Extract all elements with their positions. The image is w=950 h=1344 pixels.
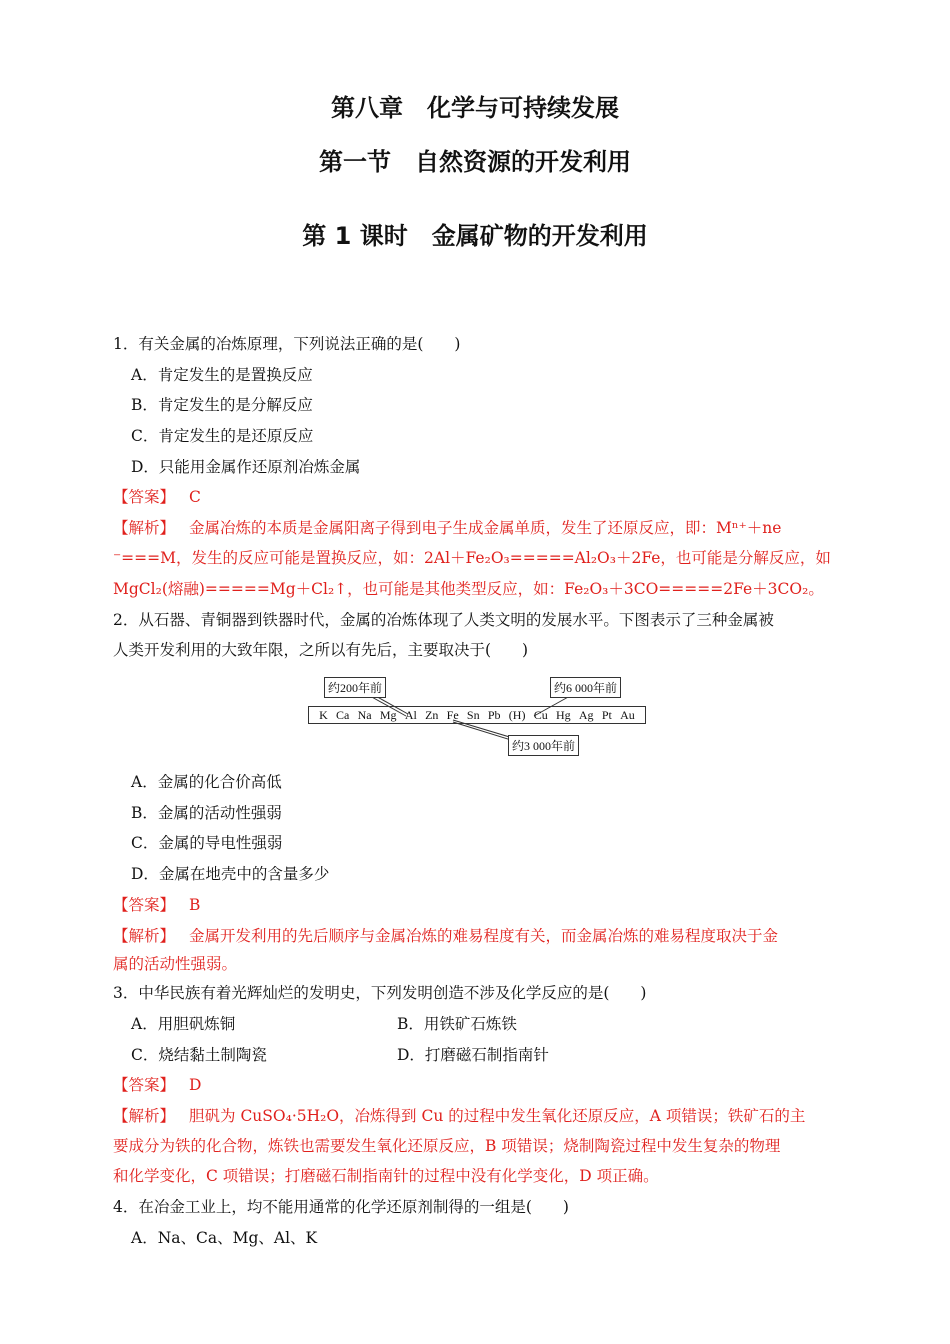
q2-analysis-line: 属的活动性强弱。 (113, 955, 238, 973)
q2-stem-line: 2．从石器、青铜器到铁器时代，金属的冶炼体现了人类文明的发展水平。下图表示了三种金属被 (113, 611, 774, 629)
q1-option-c: C．肯定发生的是还原反应 (131, 427, 314, 445)
q3-analysis-line: 要成分为铁的化合物，炼铁也需要发生氧化还原反应，B 项错误；烧制陶瓷过程中发生复杂的物理 (113, 1137, 781, 1155)
q1-option-d: D．只能用金属作还原剂冶炼金属 (131, 458, 361, 476)
label-6000-years: 约6 000年前 (550, 677, 621, 698)
q2-analysis-line (113, 926, 778, 946)
q2-stem-line: 人类开发利用的大致年限，之所以有先后，主要取决于( ) (113, 641, 529, 659)
metal: Na (357, 707, 372, 722)
answer-tag: 【答案】 (113, 1076, 176, 1094)
metal: Ag (578, 707, 594, 722)
q2-option-c: C．金属的导电性强弱 (131, 834, 283, 852)
q3-option-c: C．烧结黏土制陶瓷 (131, 1046, 267, 1064)
q2-option-b: B．金属的活动性强弱 (131, 804, 282, 822)
q2-answer (113, 895, 200, 915)
analysis-text: 胆矾为 CuSO₄·5H₂O，冶炼得到 Cu 的过程中发生氧化还原反应，A 项错误；铁矿石的主 (189, 1107, 806, 1125)
label-200-years: 约200年前 (324, 677, 386, 698)
q1-answer (113, 487, 201, 507)
metal: Fe (446, 707, 459, 722)
metal: Au (620, 707, 635, 722)
metal-activity-series (308, 706, 646, 724)
q1-option-b: B．肯定发生的是分解反应 (131, 396, 313, 414)
q3-option-d: D．打磨磁石制指南针 (397, 1046, 549, 1064)
lesson-title: 第 1 课时 金属矿物的开发利用 (302, 222, 648, 250)
q1-stem: 1．有关金属的冶炼原理，下列说法正确的是( ) (113, 335, 461, 353)
metal: K (319, 707, 328, 722)
metal-activity-diagram (308, 676, 648, 756)
metal: Pt (601, 707, 612, 722)
answer-value: C (189, 488, 201, 506)
q3-stem: 3．中华民族有着光辉灿烂的发明史，下列发明创造不涉及化学反应的是( ) (113, 984, 647, 1002)
q1-option-a: A．肯定发生的是置换反应 (131, 366, 313, 384)
analysis-text: 金属开发利用的先后顺序与金属冶炼的难易程度有关，而金属冶炼的难易程度取决于金 (189, 927, 779, 945)
q3-answer (113, 1075, 201, 1095)
q1-analysis-line: MgCl₂(熔融)=====Mg＋Cl₂↑，也可能是其他类型反应，如：Fe₂O₃＋3CO=====2Fe＋3CO₂。 (113, 580, 824, 598)
answer-tag: 【答案】 (113, 896, 176, 914)
section-title: 第一节 自然资源的开发利用 (319, 148, 631, 176)
q2-option-d: D．金属在地壳中的含量多少 (131, 865, 330, 883)
q3-analysis-line: 和化学变化，C 项错误；打磨磁石制指南针的过程中没有化学变化，D 项正确。 (113, 1167, 659, 1185)
analysis-tag: 【解析】 (113, 927, 176, 945)
q2-option-a: A．金属的化合价高低 (131, 773, 282, 791)
label-3000-years: 约3 000年前 (508, 735, 579, 756)
analysis-text: 金属冶炼的本质是金属阳离子得到电子生成金属单质，发生了还原反应，即：Mⁿ⁺＋ne (189, 519, 782, 537)
metal: Zn (425, 707, 439, 722)
q3-option-a: A．用胆矾炼铜 (131, 1015, 236, 1033)
metal: Mg (379, 707, 397, 722)
answer-tag: 【答案】 (113, 488, 176, 506)
metal: Al (404, 707, 417, 722)
answer-value: D (189, 1076, 202, 1094)
metal: Sn (466, 707, 480, 722)
metal: Hg (555, 707, 571, 722)
q1-analysis-line (113, 518, 781, 538)
q3-option-b: B．用铁矿石炼铁 (397, 1015, 517, 1033)
q1-analysis-line: ⁻===M，发生的反应可能是置换反应，如：2Al＋Fe₂O₃=====Al₂O₃＋2Fe，也可能是分解反应，如 (113, 549, 831, 567)
q4-option-a: A．Na、Ca、Mg、Al、K (131, 1229, 318, 1247)
chapter-title: 第八章 化学与可持续发展 (331, 94, 619, 122)
analysis-tag: 【解析】 (113, 1107, 176, 1125)
metal: Pb (487, 707, 501, 722)
metal: Cu (533, 707, 548, 722)
analysis-tag: 【解析】 (113, 519, 176, 537)
answer-value: B (189, 896, 201, 914)
metal: (H) (508, 707, 526, 722)
q4-stem: 4．在冶金工业上，均不能用通常的化学还原剂制得的一组是( ) (113, 1198, 569, 1216)
q3-analysis-line (113, 1106, 805, 1126)
metal: Ca (336, 707, 350, 722)
